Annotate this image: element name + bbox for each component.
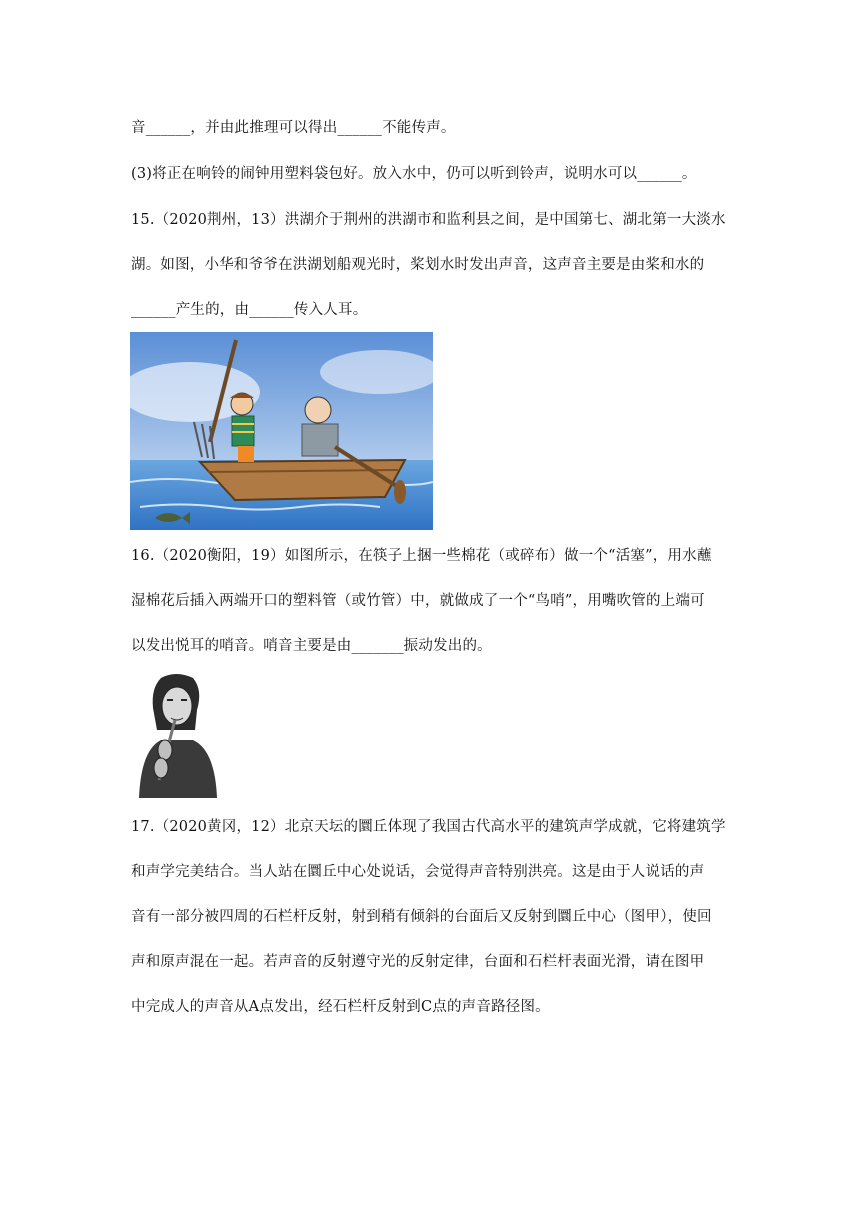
whistle-girl-illustration [131,670,223,798]
q16-text-line-3: 以发出悦耳的哨音。哨音主要是由_______振动发出的。 [131,638,492,654]
q17-text-line-4: 声和原声混在一起。若声音的反射遵守光的反射定律，台面和石栏杆表面光滑，请在图甲 [131,954,705,970]
q17-text-line-2: 和声学完美结合。当人站在圜丘中心处说话，会觉得声音特别洪亮。这是由于人说话的声 [131,864,705,880]
q15-text-line-3: ______产生的，由______传入人耳。 [131,302,368,318]
q16-text-line-2: 湿棉花后插入两端开口的塑料管（或竹管）中，就做成了一个“鸟哨”，用嘴吹管的上端可 [131,593,705,609]
q16-text-line-1: 16.（2020衡阳，19）如图所示，在筷子上捆一些棉花（或碎布）做一个“活塞”，用水蘸 [131,548,712,564]
boat-illustration [130,332,433,530]
boat-scene-drawing [130,332,433,530]
q14-text-line-2: (3)将正在响铃的闹钟用塑料袋包好。放入水中，仍可以听到铃声，说明水可以______。 [131,166,697,182]
q15-text-line-2: 湖。如图，小华和爷爷在洪湖划船观光时，桨划水时发出声音，这声音主要是由桨和水的 [131,257,705,273]
q17-text-line-5: 中完成人的声音从A点发出，经石栏杆反射到C点的声音路径图。 [131,999,550,1015]
q15-text-line-1: 15.（2020荆州，13）洪湖介于荆州的洪湖市和监利县之间，是中国第七、湖北第一大淡水 [131,212,726,228]
q14-text-line-1: 音______，并由此推理可以得出______不能传声。 [131,120,456,136]
q17-text-line-1: 17.（2020黄冈，12）北京天坛的圜丘体现了我国古代高水平的建筑声学成就，它将建筑学 [131,819,726,835]
q17-text-line-3: 音有一部分被四周的石栏杆反射，射到稍有倾斜的台面后又反射到圜丘中心（图甲），使回 [131,909,712,925]
whistle-girl-drawing [131,670,223,798]
